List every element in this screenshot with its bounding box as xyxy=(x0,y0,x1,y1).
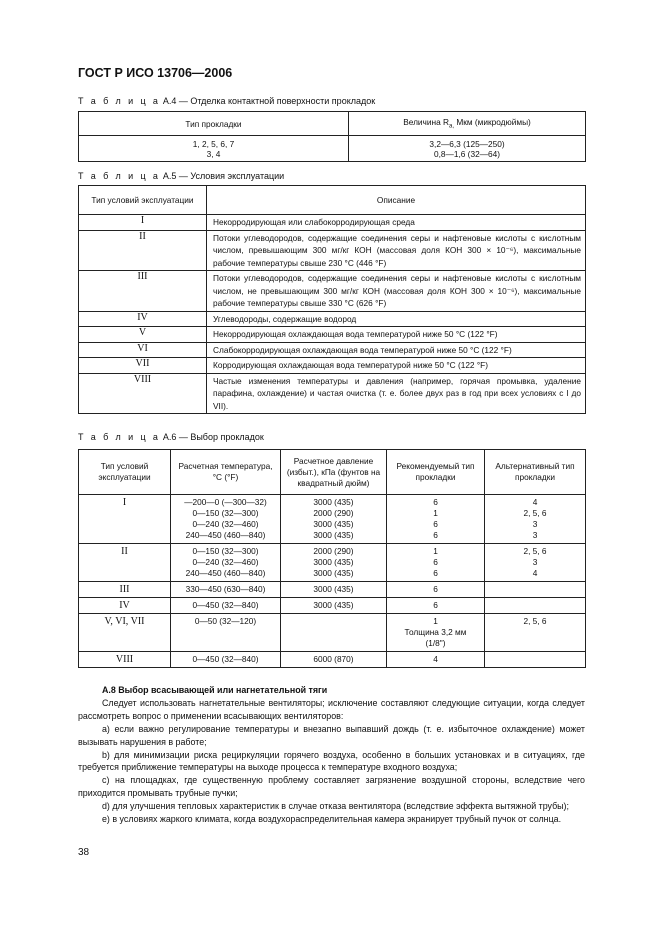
table-row xyxy=(79,271,586,312)
temp-value: 0—450 (32—840) xyxy=(171,598,281,614)
table-row xyxy=(79,582,586,598)
alternative-value: 3 xyxy=(532,557,538,567)
condition-type: III xyxy=(79,271,207,312)
alternative-value: 3 xyxy=(532,530,538,540)
table-row xyxy=(79,230,586,271)
table-row xyxy=(79,358,586,374)
alternative-value: 2, 5, 6 xyxy=(523,508,547,518)
pressure-value: 3000 (435) xyxy=(281,598,387,614)
alternative-value: 3 xyxy=(532,519,538,529)
alternative-cell xyxy=(485,598,586,614)
pressure-value: 2000 (290) xyxy=(313,508,354,518)
alternative-value: 4 xyxy=(532,497,538,507)
table-a4-header-value-post: Мкм (микродюймы) xyxy=(454,117,531,128)
table-a6-caption xyxy=(78,432,264,442)
table-a5-caption-text: А.5 — Условия эксплуатации xyxy=(162,171,285,181)
temp-cell xyxy=(171,544,281,582)
table-a4-values xyxy=(349,136,586,162)
recommended-cell xyxy=(387,495,485,544)
condition-type: IV xyxy=(79,598,171,614)
section-a8-item-e: е) в условиях жаркого климата, когда воздухораспределительная камера экранирует трубный пучок от солнца. xyxy=(102,814,562,825)
condition-type: II xyxy=(79,230,207,271)
recommended-value: 6 xyxy=(433,568,438,578)
pressure-value: 3000 (435) xyxy=(313,497,354,507)
alternative-value: 2, 5, 6 xyxy=(523,546,547,556)
pressure-value: 3000 (435) xyxy=(313,519,354,529)
table-row xyxy=(79,652,586,668)
alternative-cell xyxy=(485,544,586,582)
recommended-value: 6 xyxy=(387,582,485,598)
section-a8-paragraph: Следует использовать нагнетательные вентиляторы; исключение составляют следующие ситуации, когда следует рассмотреть вопрос о применении всасывающих вентиляторов: xyxy=(78,697,585,721)
temp-value: —200—0 (—300—32) xyxy=(184,497,267,507)
table-a4-value-row1: 3,2—6,3 (125—250) xyxy=(429,138,505,149)
alternative-value: 2, 5, 6 xyxy=(485,614,586,652)
table-row xyxy=(79,598,586,614)
condition-desc: Частые изменения температуры и давления (например, горячая промывка, удаление парафина, охлаждение) и частая очистка (т. е. более двух раз в год при всех условиях с I до VII). xyxy=(207,373,586,414)
recommended-value: 1 xyxy=(433,546,438,556)
condition-type: VI xyxy=(79,342,207,358)
table-a4-type-row1: 1, 2, 5, 6, 7 xyxy=(192,138,235,149)
table-a6-header-type: Тип условий эксплуатации xyxy=(79,450,171,495)
document-header: ГОСТ Р ИСО 13706—2006 xyxy=(78,66,233,80)
table-a4-header-value-pre: Величина R xyxy=(403,117,450,128)
section-a8-item-b: b) для минимизации риска рециркуляции горячего воздуха, особенно в больших установках и в ситуациях, где требуется приближение температуры на выходе процесса к температуре входного воздуха; xyxy=(78,749,585,773)
pressure-value: 2000 (290) xyxy=(313,546,354,556)
table-a4-value-row2: 0,8—1,6 (32—64) xyxy=(434,148,500,159)
table-row xyxy=(79,215,586,231)
pressure-cell xyxy=(281,614,387,652)
pressure-value: 3000 (435) xyxy=(313,568,354,578)
table-a4 xyxy=(78,111,586,162)
table-a6-caption-text: А.6 — Выбор прокладок xyxy=(162,432,264,442)
pressure-cell xyxy=(281,495,387,544)
condition-type: V xyxy=(79,327,207,343)
section-a8-item-a: а) если важно регулирование температуры и внезапно выпавший дождь (т. е. избыточное охлаждение) может вызывать нарушения в работе; xyxy=(78,723,585,747)
table-a5-header-desc: Описание xyxy=(207,186,586,215)
recommended-thickness: Толщина 3,2 мм xyxy=(404,627,467,637)
table-row xyxy=(79,544,586,582)
alternative-value: 4 xyxy=(532,568,538,578)
pressure-cell xyxy=(281,544,387,582)
condition-type: IV xyxy=(79,311,207,327)
page-number: 38 xyxy=(78,847,90,858)
alternative-cell xyxy=(485,652,586,668)
table-a6-header-temp: Расчетная температура, °С (°F) xyxy=(171,450,281,495)
table-a4-header-value-sub: a, xyxy=(449,123,455,130)
table-a4-caption-text: А.4 — Отделка контактной поверхности прокладок xyxy=(162,96,376,106)
condition-type: I xyxy=(79,495,171,544)
table-row xyxy=(79,311,586,327)
table-a5-header-type: Тип условий эксплуатации xyxy=(79,186,207,215)
pressure-value: 6000 (870) xyxy=(281,652,387,668)
temp-value: 330—450 (630—840) xyxy=(171,582,281,598)
condition-desc: Корродирующая охлаждающая вода температурой ниже 50 °С (122 °F) xyxy=(207,358,586,374)
recommended-cell xyxy=(387,614,485,652)
recommended-value: 6 xyxy=(433,557,438,567)
condition-desc: Потоки углеводородов, содержащие соединения серы и нафтеновые кислоты с кислотным числом, не превышающим 300 мг/кг КОН (массовая доля КОН 300 × 10⁻⁶), максимальные рабочие температуры свыше 330 °С (626 °F) xyxy=(207,271,586,312)
table-a4-type-row2: 3, 4 xyxy=(206,148,221,159)
pressure-value: 3000 (435) xyxy=(281,582,387,598)
temp-value: 0—150 (32—300) xyxy=(192,546,259,556)
table-a6-header-alternative: Альтернативный тип прокладки xyxy=(485,450,586,495)
condition-type: VIII xyxy=(79,373,207,414)
condition-desc: Некорродирующая охлаждающая вода температурой ниже 50 °С (122 °F) xyxy=(207,327,586,343)
table-row xyxy=(79,373,586,414)
table-a5 xyxy=(78,185,586,414)
temp-value: 240—450 (460—840) xyxy=(185,530,266,540)
temp-value: 0—50 (32—120) xyxy=(171,614,281,652)
table-a6-header-pressure: Расчетное давление (избыт.), кПа (фунтов на квадратный дюйм) xyxy=(281,450,387,495)
temp-value: 0—150 (32—300) xyxy=(192,508,259,518)
condition-desc: Некорродирующая или слабокорродирующая среда xyxy=(207,215,586,231)
table-row xyxy=(79,327,586,343)
temp-value: 240—450 (460—840) xyxy=(185,568,266,578)
temp-value: 0—450 (32—840) xyxy=(171,652,281,668)
table-a4-types xyxy=(79,136,349,162)
table-a5-caption-label: Т а б л и ц а xyxy=(78,171,161,181)
condition-type: III xyxy=(79,582,171,598)
recommended-value: 6 xyxy=(433,519,438,529)
table-a4-header-type: Тип прокладки xyxy=(79,112,349,136)
table-a6 xyxy=(78,449,586,668)
condition-type: II xyxy=(79,544,171,582)
condition-desc: Углеводороды, содержащие водород xyxy=(207,311,586,327)
table-a5-caption xyxy=(78,171,284,181)
table-row xyxy=(79,342,586,358)
recommended-cell xyxy=(387,544,485,582)
section-a8-item-d: d) для улучшения тепловых характеристик в случае отказа вентилятора (вследствие эффекта вытяжной трубы); xyxy=(102,801,569,812)
recommended-value: 4 xyxy=(387,652,485,668)
table-row xyxy=(79,614,586,652)
condition-desc: Потоки углеводородов, содержащие соединения серы и нафтеновые кислоты с кислотным числом, превышающим 300 мг/кг КОН (массовая доля КОН 300 × 10⁻⁶), максимальные рабочие температуры свыше 230 °С (446 °F) xyxy=(207,230,586,271)
table-row xyxy=(79,495,586,544)
table-a6-caption-label: Т а б л и ц а xyxy=(78,432,161,442)
temp-value: 0—240 (32—460) xyxy=(192,557,259,567)
condition-desc: Слабокорродирующая охлаждающая вода температурой ниже 50 °С (122 °F) xyxy=(207,342,586,358)
section-a8 xyxy=(78,684,585,826)
table-a4-header-value xyxy=(349,112,586,136)
temp-cell xyxy=(171,495,281,544)
recommended-thickness-inch: (1/8") xyxy=(425,638,446,648)
alternative-cell xyxy=(485,495,586,544)
condition-type: VIII xyxy=(79,652,171,668)
condition-type: V, VI, VII xyxy=(79,614,171,652)
table-a4-caption xyxy=(78,96,375,106)
condition-type: VII xyxy=(79,358,207,374)
pressure-value: 3000 (435) xyxy=(313,530,354,540)
temp-value: 0—240 (32—460) xyxy=(192,519,259,529)
section-a8-heading: А.8 Выбор всасывающей или нагнетательной тяги xyxy=(102,685,328,695)
alternative-cell xyxy=(485,582,586,598)
section-a8-item-c: с) на площадках, где существенную проблему составляет загрязнение воздушной стороны, вследствие чего приходится промывать трубные пучки; xyxy=(78,775,585,799)
recommended-value: 1 xyxy=(433,508,438,518)
condition-type: I xyxy=(79,215,207,231)
recommended-value: 6 xyxy=(433,530,438,540)
pressure-value: 3000 (435) xyxy=(313,557,354,567)
table-a6-header-recommended: Рекомендуемый тип прокладки xyxy=(387,450,485,495)
recommended-value: 6 xyxy=(387,598,485,614)
table-a4-caption-label: Т а б л и ц а xyxy=(78,96,161,106)
recommended-value: 6 xyxy=(433,497,438,507)
recommended-value: 1 xyxy=(433,616,438,626)
